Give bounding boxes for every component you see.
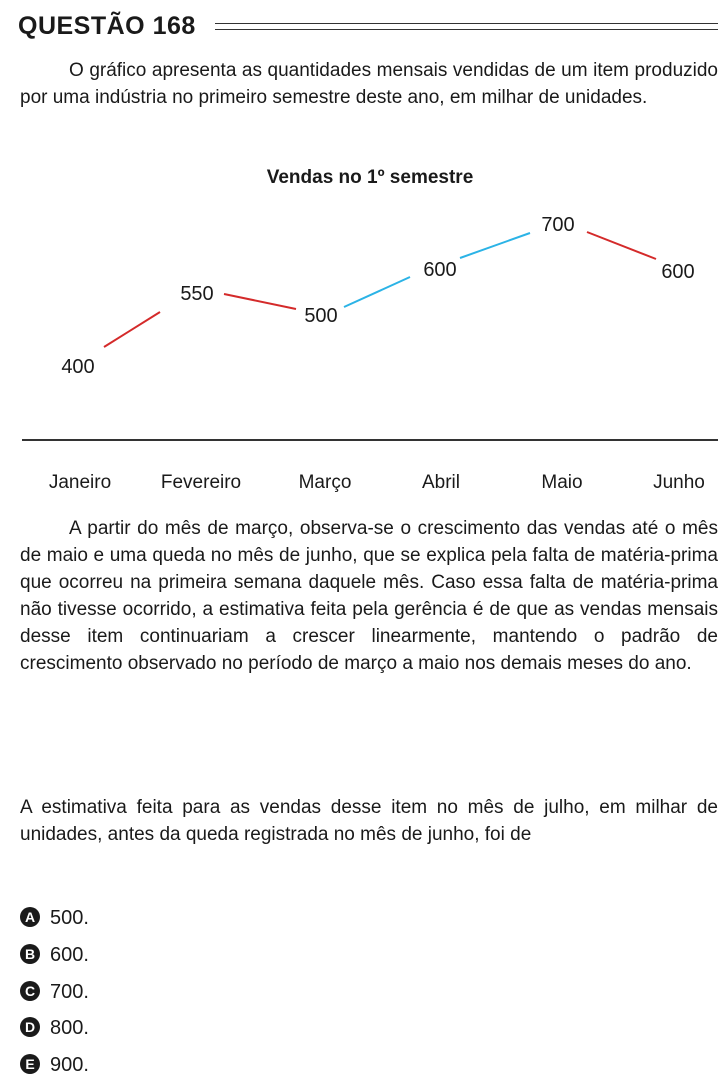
body-paragraph: A partir do mês de março, observa-se o crescimento das vendas até o mês de maio e uma queda no mês de junho, que se explica pela falta de matéria-prima que ocorreu na primeira semana daquele mês. Caso essa falta de matéria-prima não tivesse ocorrido, a estimativa feita pela gerência é de que as vendas mensais desse item continuariam a crescer linearmente, mantendo o padrão de crescimento observado no período de março a maio nos demais meses do ano.	[20, 518, 718, 674]
option-letter-badge: D	[20, 1017, 40, 1037]
header-rule	[215, 23, 718, 30]
data-label: 400	[61, 356, 95, 378]
prompt-paragraph: A estimativa feita para as vendas desse item no mês de julho, em milhar de unidades, antes da queda registrada no mês de junho, foi de	[20, 797, 718, 845]
month-label: Abril	[421, 472, 461, 493]
data-label: 550	[180, 283, 214, 305]
month-label: Maio	[541, 472, 583, 493]
data-label: 700	[541, 214, 575, 236]
data-label: 500	[304, 305, 338, 327]
data-label: 600	[423, 259, 457, 281]
option-letter-badge: A	[20, 907, 40, 927]
chart-month-labels	[49, 472, 705, 493]
chart-value-labels	[61, 214, 694, 378]
question-title: QUESTÃO 168	[18, 12, 196, 40]
answer-option[interactable]	[20, 940, 89, 970]
sales-line-chart	[0, 195, 725, 495]
answer-option[interactable]	[20, 977, 89, 1007]
option-text: 800.	[50, 1017, 89, 1039]
line-segment	[104, 312, 160, 347]
line-segment	[344, 277, 410, 307]
option-letter-badge: C	[20, 981, 40, 1001]
answer-option[interactable]	[20, 903, 89, 933]
month-label: Janeiro	[48, 472, 112, 493]
option-letter-badge: B	[20, 944, 40, 964]
month-label: Março	[298, 472, 352, 493]
line-segment	[587, 232, 656, 259]
option-text: 700.	[50, 981, 89, 1003]
month-label: Fevereiro	[160, 472, 242, 493]
chart-title: Vendas no 1º semestre	[266, 167, 474, 188]
intro-paragraph: O gráfico apresenta as quantidades mensais vendidas de um item produzido por uma indústria no primeiro semestre deste ano, em milhar de unidades.	[20, 60, 718, 108]
option-letter-badge: E	[20, 1054, 40, 1074]
data-label: 600	[661, 261, 695, 283]
month-label: Junho	[653, 472, 705, 493]
question-header	[18, 8, 718, 44]
option-text: 900.	[50, 1054, 89, 1076]
line-segment	[460, 233, 530, 258]
line-segment	[224, 294, 296, 309]
option-text: 500.	[50, 907, 89, 929]
option-text: 600.	[50, 944, 89, 966]
answer-option[interactable]	[20, 1013, 89, 1043]
answer-option[interactable]	[20, 1050, 89, 1080]
